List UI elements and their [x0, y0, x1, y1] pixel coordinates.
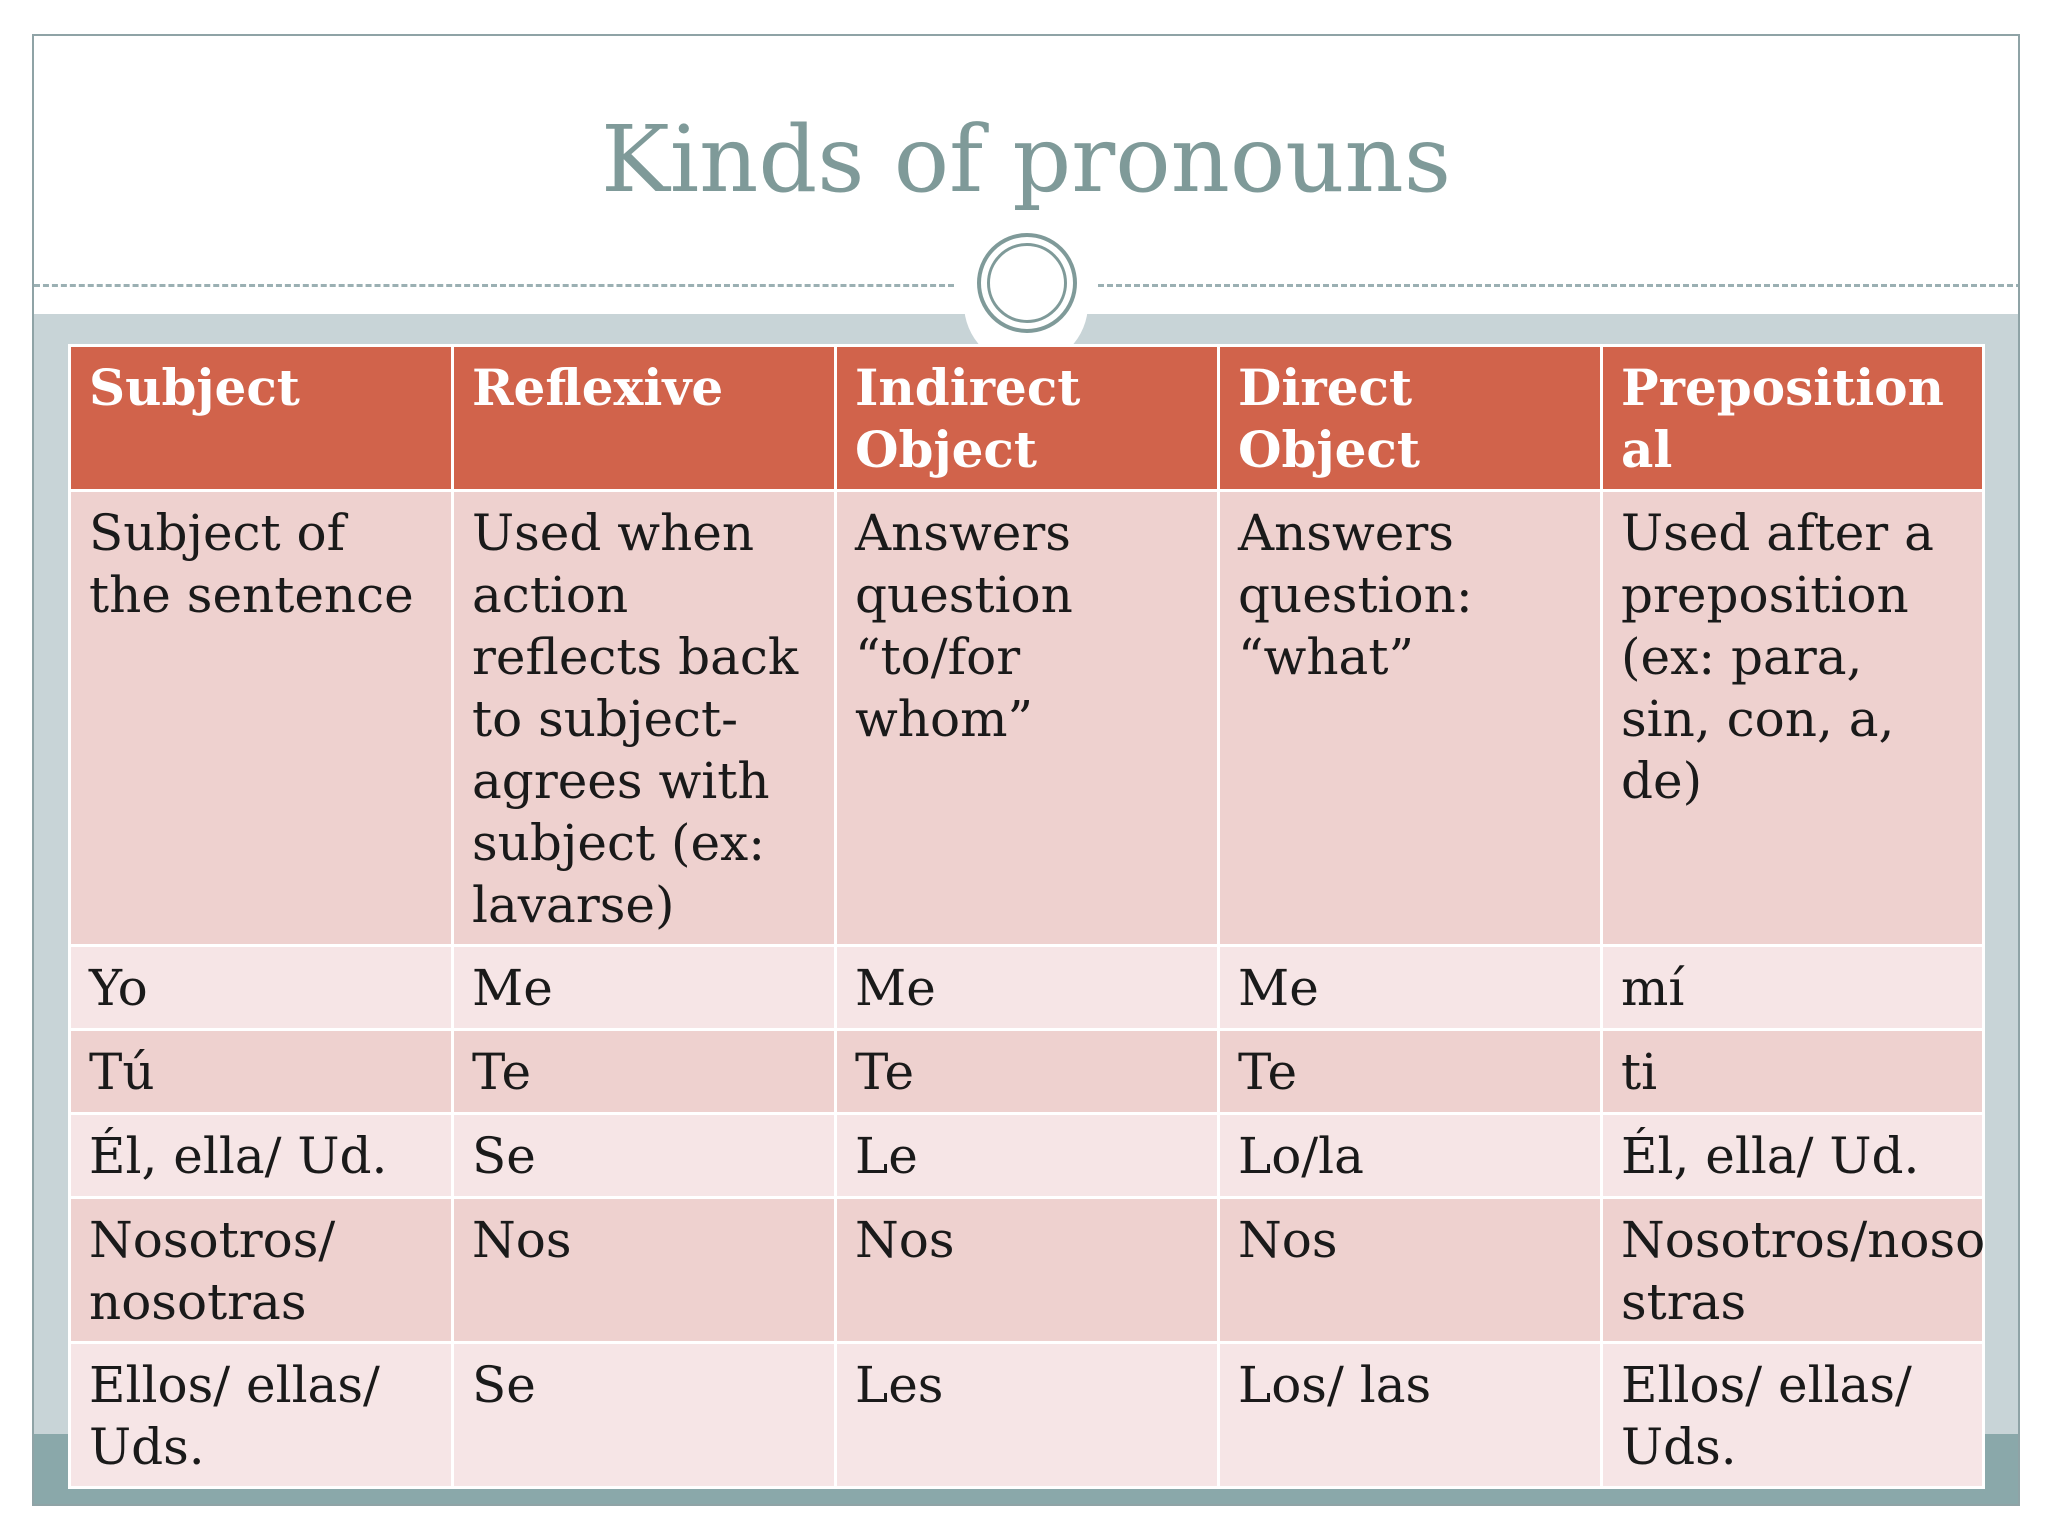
slide-title: Kinds of pronouns [600, 106, 1452, 213]
description-cell: Used when action reflects back to subject- agrees with subject (ex: lavarse) [453, 491, 836, 946]
table-cell: Ellos/ ellas/ Uds. [70, 1343, 453, 1488]
header-cell: Subject [70, 346, 453, 491]
header-cell: Direct Object [1219, 346, 1602, 491]
description-cell: Answers question “to/for whom” [836, 491, 1219, 946]
table-row [70, 1030, 1984, 1114]
table-cell: Le [836, 1114, 1219, 1198]
description-row [70, 491, 1984, 946]
description-cell: Subject of the sentence [70, 491, 453, 946]
table-cell: Ellos/ ellas/ Uds. [1602, 1343, 1984, 1488]
table-cell: Me [453, 946, 836, 1030]
table-cell: Me [836, 946, 1219, 1030]
table-row [70, 946, 1984, 1030]
table-cell: Te [836, 1030, 1219, 1114]
table-cell: Nosotros/noso stras [1602, 1198, 1984, 1343]
table-cell: Te [453, 1030, 836, 1114]
header-cell: Reflexive [453, 346, 836, 491]
slide [32, 34, 2020, 1506]
ring-ornament-inner [987, 243, 1067, 323]
table-row [70, 1343, 1984, 1488]
header-cell: Preposition al [1602, 346, 1984, 491]
table-cell: Él, ella/ Ud. [1602, 1114, 1984, 1198]
table-cell: Yo [70, 946, 453, 1030]
title-divider-left [34, 284, 954, 287]
table-cell: Tú [70, 1030, 453, 1114]
ring-ornament-icon [977, 233, 1077, 333]
table-cell: Se [453, 1343, 836, 1488]
table-cell: Te [1219, 1030, 1602, 1114]
table-cell: ti [1602, 1030, 1984, 1114]
pronoun-table [68, 344, 1985, 1489]
table-cell: Se [453, 1114, 836, 1198]
table-cell: Lo/la [1219, 1114, 1602, 1198]
table-cell: Nos [836, 1198, 1219, 1343]
table-header-row [70, 346, 1984, 491]
table-cell: Me [1219, 946, 1602, 1030]
table-row [70, 1114, 1984, 1198]
table-cell: Les [836, 1343, 1219, 1488]
table-cell: Nosotros/ nosotras [70, 1198, 453, 1343]
table-row [70, 1198, 1984, 1343]
description-cell: Used after a preposition (ex: para, sin, con, a, de) [1602, 491, 1984, 946]
header-cell: Indirect Object [836, 346, 1219, 491]
description-cell: Answers question: “what” [1219, 491, 1602, 946]
table-cell: Nos [1219, 1198, 1602, 1343]
table-cell: Él, ella/ Ud. [70, 1114, 453, 1198]
table-cell: Nos [453, 1198, 836, 1343]
table-cell: mí [1602, 946, 1984, 1030]
table-cell: Los/ las [1219, 1343, 1602, 1488]
title-divider-right [1098, 284, 2020, 287]
